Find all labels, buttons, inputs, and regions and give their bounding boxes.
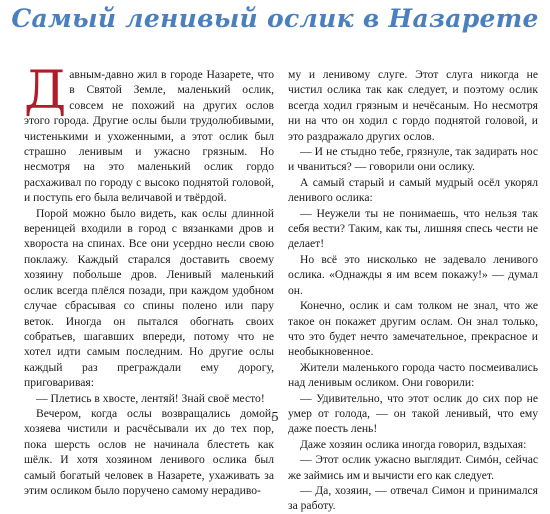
paragraph xyxy=(24,61,274,206)
right-column xyxy=(288,67,538,514)
paragraph: му и ленивому слуге. Этот слуга никогда не чистил ослика так как следует, и поэтому ослик всегда ходил грязным и нечёсаным. Но несмотря ни на что он ходил с гордо поднятой головой, и это раздражало других ослов. xyxy=(288,68,538,143)
paragraph: — Неужели ты не понимаешь, что нельзя так себя вести? Таким, как ты, лишняя спесь чести не делает! xyxy=(288,206,538,251)
page-number: 5 xyxy=(271,410,279,425)
paragraph: А самый старый и самый мудрый осёл укорял ленивого ослика: xyxy=(288,175,538,205)
paragraph: — Удивительно, что этот ослик до сих пор не умер от голода, — он такой ленивый, что ему даже поесть лень! xyxy=(288,391,538,436)
paragraph: Даже хозяин ослика иногда говорил, вздыхая: xyxy=(300,437,527,451)
paragraph: — Плетись в хвосте, лентяй! Знай своё место! xyxy=(36,391,265,405)
page-title: Самый ленивый ослик в Назарете xyxy=(11,4,539,33)
paragraph: — И не стыдно тебе, грязнуле, так задирать нос и чваниться? — говорили они ослику. xyxy=(288,145,538,174)
paragraph: Вечером, когда ослы возвращались домой, хозяева чистили и расчёсывали их до тех пор, пока шерсть ослов не начинала блестеть как шёлк. И хотя хозяином ленивого ослика был самый богатый человек в Назарете, ухаживать за этим осликом было поручено самому нерадиво- xyxy=(24,406,274,497)
paragraph: — Да, хозяин, — отвечал Симон и принимался за работу. xyxy=(288,483,538,513)
paragraph-text: авным-давно жил в городе Назарете, что в Святой Земле, маленький ослик, совсем не похожий на других ослов этого города. Другие ослы были трудолюбивыми, чистенькими и ухоженными, а этот ослик был страшно ленивым и ужасно грязным. Но несмотря на это маленький ослик гордо расхаживал по городу с высоко поднятой головой, и поступь его была величавой и твёрдой. xyxy=(24,68,274,205)
drop-cap: Д xyxy=(24,61,67,121)
paragraph: — Этот ослик ужасно выглядит. Симóн, сейчас же займись им и вычисти его как следует. xyxy=(288,453,538,482)
paragraph: Конечно, ослик и сам толком не знал, что же такое он покажет другим ослам. Он знал только, что это будет нечто замечательное, прекрасное и необыкновенное. xyxy=(288,299,538,359)
paragraph: Жители маленького города часто посмеивались над ленивым осликом. Они говорили: xyxy=(288,360,538,390)
left-column xyxy=(24,61,274,498)
paragraph: Порой можно было видеть, как ослы длинной вереницей входили в город с вязанками дров и хвороста на спинах. Все они усердно несли свою поклажу. Каждый старался доставить своему хозяину побольше дров. Ленивый маленький ослик всегда плёлся позади, при каждом удобном случае сбрасывая со спины полено или пару веток. Иногда он пытался обогнать своих собратьев, шагавших впереди, потому что не хотел идти самым последним. Но другие ослы каждый раз преграждали ему дорогу, приговаривая: xyxy=(24,206,274,390)
paragraph: Но всё это нисколько не задевало ленивого ослика. «Однажды я им всем покажу!» — думал он. xyxy=(288,252,538,297)
